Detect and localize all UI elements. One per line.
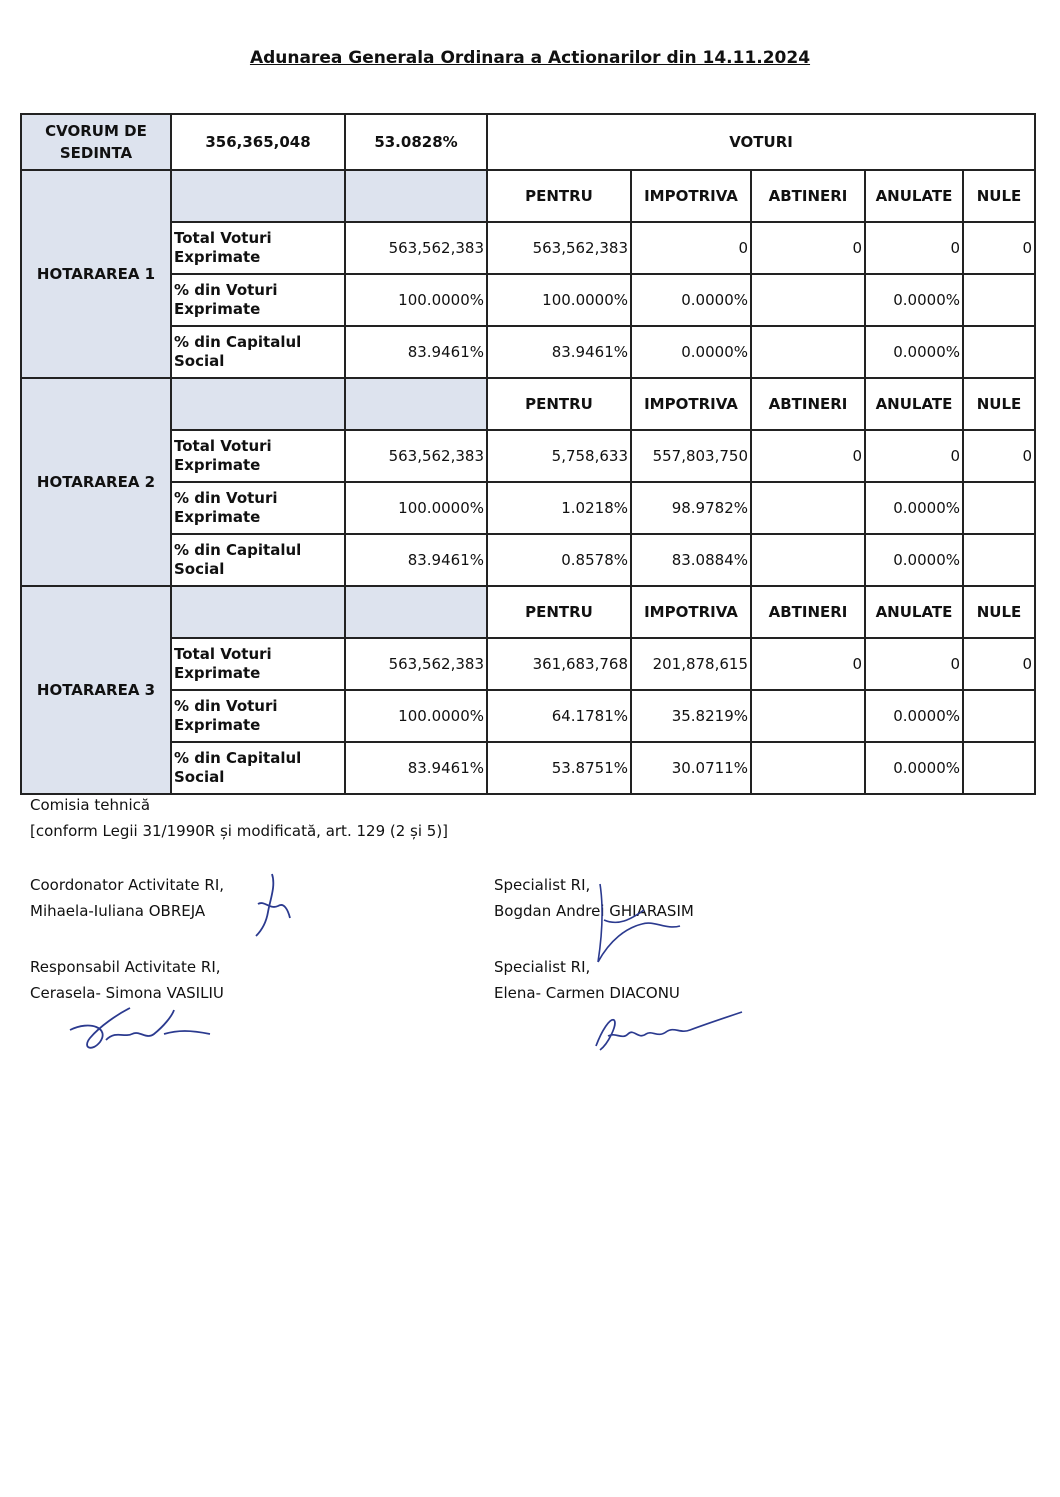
column-header-abtineri: ABTINERI [751,170,865,222]
column-header-pentru: PENTRU [487,378,631,430]
anulate-cell: 0.0000% [865,742,963,794]
anulate-cell: 0.0000% [865,326,963,378]
total-cell: 100.0000% [345,274,487,326]
signatory-role: Specialist RI, [494,958,591,976]
anulate-cell: 0.0000% [865,482,963,534]
pentru-cell: 100.0000% [487,274,631,326]
column-header-abtineri: ABTINERI [751,586,865,638]
resolution-header-row [21,170,1035,222]
column-header-pentru: PENTRU [487,170,631,222]
resolution-data-row [21,742,1035,794]
abtineri-cell [751,482,865,534]
signatory-name: Cerasela- Simona VASILIU [30,984,224,1002]
empty-header-cell [345,170,487,222]
votes-header: VOTURI [487,114,1035,170]
resolution-name: HOTARAREA 3 [21,586,171,794]
resolution-data-row [21,430,1035,482]
empty-header-cell [171,170,345,222]
resolution-data-row [21,326,1035,378]
nule-cell [963,326,1035,378]
signatory-name: Mihaela-Iuliana OBREJA [30,902,206,920]
row-label: Total Voturi Exprimate [171,222,345,274]
abtineri-cell [751,742,865,794]
impotriva-cell: 30.0711% [631,742,751,794]
signatory-name: Bogdan Andrei GHIARASIM [494,902,694,920]
signature-diaconu [580,1000,750,1060]
quorum-shares: 356,365,048 [171,114,345,170]
resolution-name: HOTARAREA 2 [21,378,171,586]
abtineri-cell: 0 [751,638,865,690]
empty-header-cell [171,378,345,430]
total-cell: 563,562,383 [345,430,487,482]
anulate-cell: 0.0000% [865,274,963,326]
total-cell: 83.9461% [345,534,487,586]
total-cell: 563,562,383 [345,222,487,274]
empty-header-cell [345,378,487,430]
impotriva-cell: 0.0000% [631,326,751,378]
total-cell: 100.0000% [345,482,487,534]
column-header-anulate: ANULATE [865,586,963,638]
pentru-cell: 64.1781% [487,690,631,742]
resolution-data-row [21,274,1035,326]
anulate-cell: 0 [865,430,963,482]
abtineri-cell [751,690,865,742]
row-label: % din Voturi Exprimate [171,690,345,742]
signatory-2 [30,954,224,1006]
anulate-cell: 0 [865,638,963,690]
commission-note: [conform Legii 31/1990R și modificată, art. 129 (2 și 5)] [30,822,449,840]
row-label: Total Voturi Exprimate [171,638,345,690]
resolution-header-row [21,586,1035,638]
abtineri-cell [751,326,865,378]
nule-cell [963,274,1035,326]
signature-ghiarasim [580,880,690,970]
pentru-cell: 563,562,383 [487,222,631,274]
column-header-anulate: ANULATE [865,170,963,222]
quorum-label: CVORUM DE SEDINTA [21,114,171,170]
signature-obreja [250,866,300,946]
impotriva-cell: 0.0000% [631,274,751,326]
column-header-impotriva: IMPOTRIVA [631,378,751,430]
resolution-data-row [21,690,1035,742]
abtineri-cell: 0 [751,222,865,274]
nule-cell: 0 [963,430,1035,482]
quorum-percent: 53.0828% [345,114,487,170]
total-cell: 563,562,383 [345,638,487,690]
abtineri-cell [751,534,865,586]
pentru-cell: 0.8578% [487,534,631,586]
signatory-role: Coordonator Activitate RI, [30,876,225,894]
column-header-pentru: PENTRU [487,586,631,638]
anulate-cell: 0 [865,222,963,274]
resolution-data-row [21,482,1035,534]
voting-results-table [20,113,1036,795]
pentru-cell: 5,758,633 [487,430,631,482]
signatory-1 [30,872,224,924]
signature-vasiliu [60,1000,230,1060]
column-header-nule: NULE [963,378,1035,430]
row-label: % din Capitalul Social [171,742,345,794]
row-label: % din Voturi Exprimate [171,482,345,534]
empty-header-cell [171,586,345,638]
resolution-data-row [21,222,1035,274]
empty-header-cell [345,586,487,638]
column-header-nule: NULE [963,170,1035,222]
impotriva-cell: 557,803,750 [631,430,751,482]
abtineri-cell: 0 [751,430,865,482]
anulate-cell: 0.0000% [865,690,963,742]
nule-cell [963,534,1035,586]
nule-cell [963,690,1035,742]
nule-cell: 0 [963,222,1035,274]
nule-cell [963,742,1035,794]
total-cell: 83.9461% [345,742,487,794]
row-label: % din Capitalul Social [171,534,345,586]
column-header-impotriva: IMPOTRIVA [631,170,751,222]
pentru-cell: 83.9461% [487,326,631,378]
signatory-name: Elena- Carmen DIACONU [494,984,680,1002]
column-header-anulate: ANULATE [865,378,963,430]
impotriva-cell: 0 [631,222,751,274]
column-header-impotriva: IMPOTRIVA [631,586,751,638]
anulate-cell: 0.0000% [865,534,963,586]
column-header-nule: NULE [963,586,1035,638]
row-label: % din Voturi Exprimate [171,274,345,326]
impotriva-cell: 201,878,615 [631,638,751,690]
total-cell: 100.0000% [345,690,487,742]
total-cell: 83.9461% [345,326,487,378]
resolution-data-row [21,534,1035,586]
pentru-cell: 53.8751% [487,742,631,794]
signatory-role: Responsabil Activitate RI, [30,958,221,976]
nule-cell [963,482,1035,534]
commission-title: Comisia tehnică [30,796,151,814]
column-header-abtineri: ABTINERI [751,378,865,430]
resolution-header-row [21,378,1035,430]
pentru-cell: 1.0218% [487,482,631,534]
resolution-data-row [21,638,1035,690]
document-title: Adunarea Generala Ordinara a Actionarilor din 14.11.2024 [249,48,811,68]
nule-cell: 0 [963,638,1035,690]
quorum-row [21,114,1035,170]
impotriva-cell: 35.8219% [631,690,751,742]
impotriva-cell: 83.0884% [631,534,751,586]
pentru-cell: 361,683,768 [487,638,631,690]
resolution-name: HOTARAREA 1 [21,170,171,378]
impotriva-cell: 98.9782% [631,482,751,534]
abtineri-cell [751,274,865,326]
signatory-role: Specialist RI, [494,876,591,894]
row-label: Total Voturi Exprimate [171,430,345,482]
row-label: % din Capitalul Social [171,326,345,378]
